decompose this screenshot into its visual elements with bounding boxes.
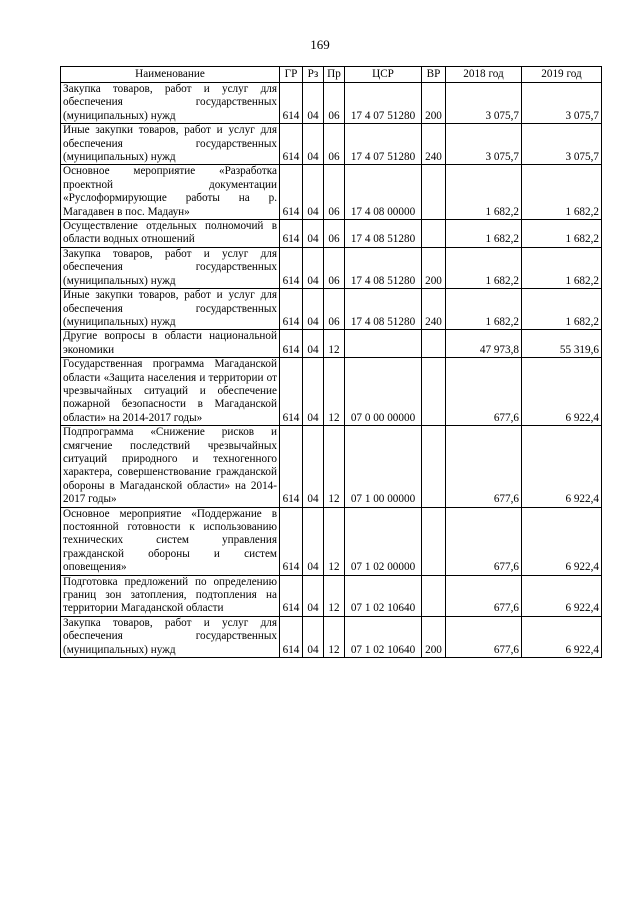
row-name: Основное мероприятие «Разработка проектной документации «Руслоформирующие работы на р. Магадавен в пос. Мадаун» [61, 165, 280, 220]
table-row [61, 330, 602, 358]
row-csr: 17 4 08 51280 [345, 247, 422, 288]
row-rz: 04 [303, 165, 324, 220]
row-csr: 07 1 02 10640 [345, 616, 422, 657]
row-pr: 12 [324, 426, 345, 507]
row-rz: 04 [303, 575, 324, 616]
row-gr: 614 [280, 83, 303, 124]
row-name: Закупка товаров, работ и услуг для обеспечения государственных (муниципальных) нужд [61, 247, 280, 288]
row-rz: 04 [303, 358, 324, 426]
row-2019: 55 319,6 [522, 330, 602, 358]
row-vr: 200 [422, 247, 446, 288]
row-2018: 1 682,2 [446, 247, 522, 288]
row-name: Иные закупки товаров, работ и услуг для обеспечения государственных (муниципальных) нужд [61, 124, 280, 165]
row-2018: 1 682,2 [446, 165, 522, 220]
row-csr: 17 4 08 51280 [345, 289, 422, 330]
table-row [61, 358, 602, 426]
row-vr [422, 575, 446, 616]
row-2019: 3 075,7 [522, 83, 602, 124]
row-2019: 1 682,2 [522, 289, 602, 330]
header-2019: 2019 год [522, 67, 602, 83]
row-2019: 6 922,4 [522, 616, 602, 657]
table-row [61, 575, 602, 616]
row-rz: 04 [303, 426, 324, 507]
row-rz: 04 [303, 124, 324, 165]
row-2018: 1 682,2 [446, 220, 522, 248]
row-rz: 04 [303, 330, 324, 358]
row-pr: 06 [324, 220, 345, 248]
row-vr [422, 358, 446, 426]
row-pr: 06 [324, 165, 345, 220]
row-2018: 677,6 [446, 616, 522, 657]
header-name: Наименование [61, 67, 280, 83]
row-gr: 614 [280, 507, 303, 575]
table-row [61, 83, 602, 124]
table-row [61, 220, 602, 248]
table-row [61, 165, 602, 220]
row-csr: 07 1 02 00000 [345, 507, 422, 575]
row-2019: 1 682,2 [522, 220, 602, 248]
row-vr [422, 330, 446, 358]
row-gr: 614 [280, 330, 303, 358]
row-pr: 12 [324, 507, 345, 575]
row-2019: 6 922,4 [522, 575, 602, 616]
header-2018: 2018 год [446, 67, 522, 83]
row-2018: 677,6 [446, 507, 522, 575]
row-name: Иные закупки товаров, работ и услуг для обеспечения государственных (муниципальных) нужд [61, 289, 280, 330]
row-2018: 677,6 [446, 358, 522, 426]
table-header-row [61, 67, 602, 83]
row-rz: 04 [303, 616, 324, 657]
row-2018: 3 075,7 [446, 124, 522, 165]
row-rz: 04 [303, 220, 324, 248]
row-2019: 1 682,2 [522, 247, 602, 288]
row-vr: 240 [422, 124, 446, 165]
row-pr: 06 [324, 83, 345, 124]
row-gr: 614 [280, 247, 303, 288]
table-row [61, 426, 602, 507]
row-vr [422, 220, 446, 248]
table-row [61, 247, 602, 288]
table-row [61, 289, 602, 330]
row-csr: 17 4 07 51280 [345, 124, 422, 165]
row-gr: 614 [280, 426, 303, 507]
row-2019: 3 075,7 [522, 124, 602, 165]
budget-table [60, 66, 602, 658]
row-csr: 17 4 08 00000 [345, 165, 422, 220]
row-name: Другие вопросы в области национальной экономики [61, 330, 280, 358]
page-number: 169 [310, 37, 330, 52]
row-2019: 6 922,4 [522, 507, 602, 575]
row-vr: 200 [422, 83, 446, 124]
row-pr: 12 [324, 575, 345, 616]
row-2019: 6 922,4 [522, 426, 602, 507]
row-rz: 04 [303, 289, 324, 330]
header-rz: Рз [303, 67, 324, 83]
row-pr: 12 [324, 330, 345, 358]
header-vr: ВР [422, 67, 446, 83]
row-gr: 614 [280, 289, 303, 330]
row-name: Осуществление отдельных полномочий в области водных отношений [61, 220, 280, 248]
row-vr [422, 507, 446, 575]
table-row [61, 616, 602, 657]
row-csr: 07 0 00 00000 [345, 358, 422, 426]
row-name: Подпрограмма «Снижение рисков и смягчение последствий чрезвычайных ситуаций природного и техногенного характера, совершенствование гражданской обороны в Магаданской области» на 2014-2017 годы» [61, 426, 280, 507]
row-vr: 240 [422, 289, 446, 330]
row-rz: 04 [303, 83, 324, 124]
row-gr: 614 [280, 358, 303, 426]
row-csr: 07 1 02 10640 [345, 575, 422, 616]
row-2018: 1 682,2 [446, 289, 522, 330]
row-name: Основное мероприятие «Поддержание в постоянной готовности к использованию технических систем управления гражданской обороны и систем оповещения» [61, 507, 280, 575]
row-name: Подготовка предложений по определению границ зон затопления, подтопления на территории Магаданской области [61, 575, 280, 616]
row-pr: 06 [324, 247, 345, 288]
header-csr: ЦСР [345, 67, 422, 83]
row-2019: 6 922,4 [522, 358, 602, 426]
row-2018: 3 075,7 [446, 83, 522, 124]
row-pr: 06 [324, 124, 345, 165]
row-pr: 12 [324, 616, 345, 657]
row-pr: 12 [324, 358, 345, 426]
header-gr: ГР [280, 67, 303, 83]
row-name: Закупка товаров, работ и услуг для обеспечения государственных (муниципальных) нужд [61, 83, 280, 124]
row-csr: 07 1 00 00000 [345, 426, 422, 507]
row-csr: 17 4 07 51280 [345, 83, 422, 124]
row-gr: 614 [280, 165, 303, 220]
row-gr: 614 [280, 616, 303, 657]
row-name: Государственная программа Магаданской области «Защита населения и территории от чрезвычайных ситуаций и обеспечение пожарной безопасности в Магаданской области» на 2014-2017 годы» [61, 358, 280, 426]
row-gr: 614 [280, 220, 303, 248]
table-row [61, 124, 602, 165]
row-csr [345, 330, 422, 358]
row-csr: 17 4 08 51280 [345, 220, 422, 248]
header-pr: Пр [324, 67, 345, 83]
row-name: Закупка товаров, работ и услуг для обеспечения государственных (муниципальных) нужд [61, 616, 280, 657]
row-gr: 614 [280, 575, 303, 616]
row-rz: 04 [303, 507, 324, 575]
row-2019: 1 682,2 [522, 165, 602, 220]
row-pr: 06 [324, 289, 345, 330]
row-vr [422, 165, 446, 220]
row-2018: 47 973,8 [446, 330, 522, 358]
row-vr [422, 426, 446, 507]
table-row [61, 507, 602, 575]
row-2018: 677,6 [446, 575, 522, 616]
row-gr: 614 [280, 124, 303, 165]
row-rz: 04 [303, 247, 324, 288]
row-2018: 677,6 [446, 426, 522, 507]
row-vr: 200 [422, 616, 446, 657]
